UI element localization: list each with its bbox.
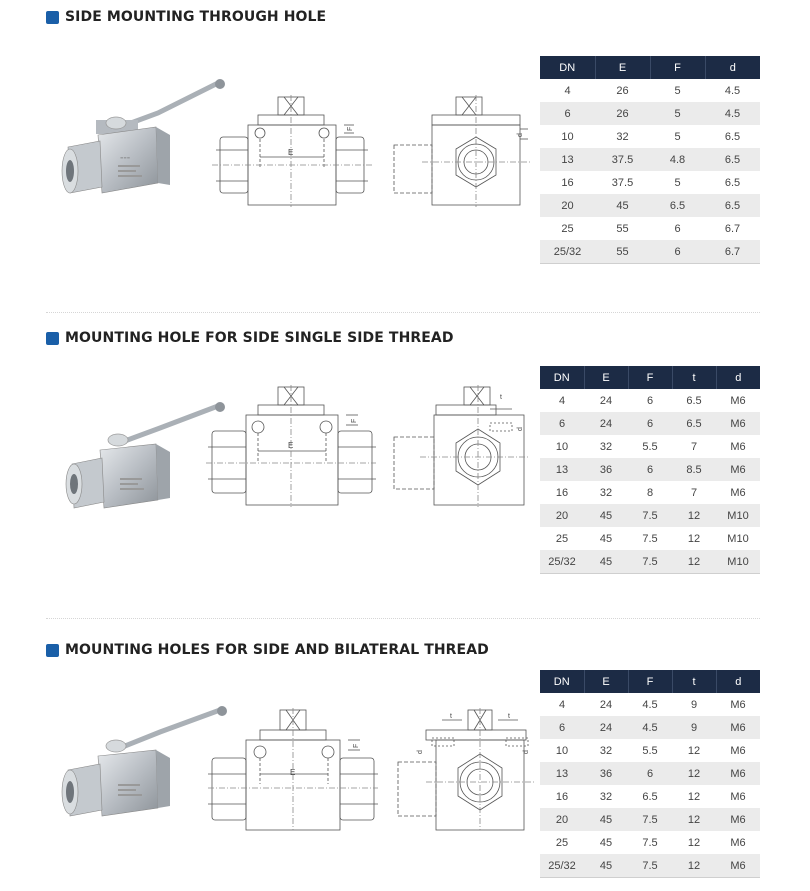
cell: M6 [716,785,760,808]
cell: 45 [584,854,628,878]
cell: 7.5 [628,504,672,527]
cell: 16 [540,481,584,504]
cell: 37.5 [595,171,650,194]
cell: 12 [672,739,716,762]
cell: 6.5 [672,389,716,412]
cell: 20 [540,808,584,831]
cell: 36 [584,762,628,785]
cell: 8 [628,481,672,504]
header-dn: DN [540,366,584,389]
cell: M6 [716,458,760,481]
cell: 6 [650,217,705,240]
svg-text:≡≡≡: ≡≡≡ [120,155,131,160]
header-d: d [716,366,760,389]
cell: 16 [540,785,584,808]
cell: 45 [584,550,628,574]
cell: 6.5 [650,194,705,217]
cell: 25 [540,527,584,550]
table-row [540,435,760,458]
cell: 45 [584,527,628,550]
cell: 8.5 [672,458,716,481]
header-d: d [716,670,760,693]
section-bullet-icon [46,332,59,345]
cell: 24 [584,716,628,739]
section-title [46,642,489,658]
cell: 13 [540,762,584,785]
cell: 6.7 [705,240,760,264]
cell: 12 [672,785,716,808]
cell: 10 [540,125,595,148]
front-view-drawing [208,708,378,833]
spec-table-3 [540,670,760,878]
cell: 6 [628,412,672,435]
cell: 20 [540,194,595,217]
cell: 6.5 [672,412,716,435]
section-bullet-icon [46,11,59,24]
cell: 25/32 [540,550,584,574]
cell: 5 [650,102,705,125]
cell: 7.5 [628,854,672,878]
section-title-text: MOUNTING HOLE FOR SIDE SINGLE SIDE THREAD [65,330,454,346]
table-row [540,550,760,574]
cell: 7.5 [628,808,672,831]
cell: 37.5 [595,148,650,171]
section-title [46,330,454,346]
cell: 32 [584,435,628,458]
table-row [540,527,760,550]
cell: 13 [540,148,595,171]
table-row [540,739,760,762]
cell: M10 [716,504,760,527]
cell: 20 [540,504,584,527]
cell: 32 [584,785,628,808]
table-row [540,854,760,878]
table-row [540,217,760,240]
cell: 12 [672,762,716,785]
header-d: d [705,56,760,79]
table-header-row [540,670,760,693]
cell: 6 [628,762,672,785]
cell: 5 [650,125,705,148]
section-bullet-icon [46,644,59,657]
cell: 32 [595,125,650,148]
cell: 12 [672,504,716,527]
header-f: F [628,670,672,693]
table-row [540,481,760,504]
header-dn: DN [540,56,595,79]
cell: 25/32 [540,854,584,878]
cell: 7 [672,481,716,504]
dim-label-t-left: t [450,713,452,720]
dim-label-d: d [517,133,524,137]
cell: 32 [584,739,628,762]
table-row [540,79,760,102]
table-row [540,762,760,785]
cell: M6 [716,716,760,739]
header-e: E [584,366,628,389]
cell: 4.5 [705,102,760,125]
table-row [540,785,760,808]
cell: 6 [540,716,584,739]
cell: 12 [672,550,716,574]
cell: M6 [716,762,760,785]
cell: 9 [672,693,716,716]
cell: 24 [584,412,628,435]
cell: 9 [672,716,716,739]
cell: 4.5 [628,716,672,739]
cell: M10 [716,527,760,550]
table-row [540,171,760,194]
table-row [540,125,760,148]
spec-table-2 [540,366,760,574]
cell: 7.5 [628,831,672,854]
ball-valve-photo [58,75,228,205]
cell: 6 [628,458,672,481]
cell: 12 [672,808,716,831]
cell: 5.5 [628,739,672,762]
section-title [46,9,326,25]
section-divider [46,312,760,313]
cell: 25 [540,217,595,240]
side-view-drawing [392,95,532,210]
dim-label-f: F [347,126,354,131]
dim-label-d: d [517,427,524,431]
table-header-row [540,366,760,389]
header-t: t [672,366,716,389]
table-row [540,504,760,527]
dim-label-e: E [288,148,294,157]
cell: 5 [650,171,705,194]
cell: 7.5 [628,527,672,550]
front-view-drawing [212,95,382,210]
cell: 16 [540,171,595,194]
cell: 45 [595,194,650,217]
cell: M10 [716,550,760,574]
cell: 6.7 [705,217,760,240]
dim-label-d-left: d [417,750,424,754]
cell: 12 [672,831,716,854]
cell: M6 [716,854,760,878]
section-title-text: MOUNTING HOLES FOR SIDE AND BILATERAL THREAD [65,642,489,658]
section-divider [46,618,760,619]
header-f: F [650,56,705,79]
dim-label-e: E [288,441,294,450]
table-row [540,808,760,831]
header-dn: DN [540,670,584,693]
cell: 25 [540,831,584,854]
table-row [540,693,760,716]
cell: M6 [716,481,760,504]
header-t: t [672,670,716,693]
cell: 4.5 [705,79,760,102]
cell: 45 [584,808,628,831]
cell: 4 [540,79,595,102]
table-row [540,389,760,412]
side-view-drawing [396,708,536,833]
header-e: E [595,56,650,79]
cell: 5.5 [628,435,672,458]
cell: 6 [650,240,705,264]
cell: 7 [672,435,716,458]
cell: 12 [672,527,716,550]
cell: M6 [716,739,760,762]
table-row [540,458,760,481]
front-view-drawing [206,385,378,510]
cell: 6.5 [628,785,672,808]
header-e: E [584,670,628,693]
side-view-drawing [390,385,530,510]
cell: 32 [584,481,628,504]
dim-label-d-right: d [523,750,530,754]
cell: 24 [584,389,628,412]
cell: 26 [595,102,650,125]
table-header-row [540,56,760,79]
cell: 55 [595,217,650,240]
cell: 4 [540,389,584,412]
cell: 6.5 [705,125,760,148]
cell: 36 [584,458,628,481]
dim-label-f: F [353,743,360,748]
cell: M6 [716,693,760,716]
cell: 6 [540,102,595,125]
cell: 4.8 [650,148,705,171]
cell: 25/32 [540,240,595,264]
table-row [540,194,760,217]
section-side-mounting-through-hole [0,0,810,300]
cell: 6 [540,412,584,435]
table-row [540,716,760,739]
cell: 55 [595,240,650,264]
table-row [540,102,760,125]
cell: 10 [540,739,584,762]
cell: 12 [672,854,716,878]
cell: M6 [716,389,760,412]
cell: M6 [716,831,760,854]
cell: 45 [584,504,628,527]
cell: 6.5 [705,194,760,217]
cell: 7.5 [628,550,672,574]
cell: 10 [540,435,584,458]
dim-label-t-right: t [508,713,510,720]
cell: 13 [540,458,584,481]
cell: 24 [584,693,628,716]
section-title-text: SIDE MOUNTING THROUGH HOLE [65,9,327,25]
header-f: F [628,366,672,389]
dim-label-f: F [351,418,358,423]
cell: M6 [716,412,760,435]
cell: 6.5 [705,148,760,171]
cell: 45 [584,831,628,854]
cell: 4.5 [628,693,672,716]
table-row [540,148,760,171]
cell: 5 [650,79,705,102]
cell: 6.5 [705,171,760,194]
table-row [540,831,760,854]
cell: M6 [716,435,760,458]
cell: 6 [628,389,672,412]
dim-label-t: t [500,394,502,401]
cell: 4 [540,693,584,716]
spec-table-1 [540,56,760,264]
cell: 26 [595,79,650,102]
table-row [540,412,760,435]
cell: M6 [716,808,760,831]
dim-label-e: E [290,768,296,777]
table-row [540,240,760,264]
